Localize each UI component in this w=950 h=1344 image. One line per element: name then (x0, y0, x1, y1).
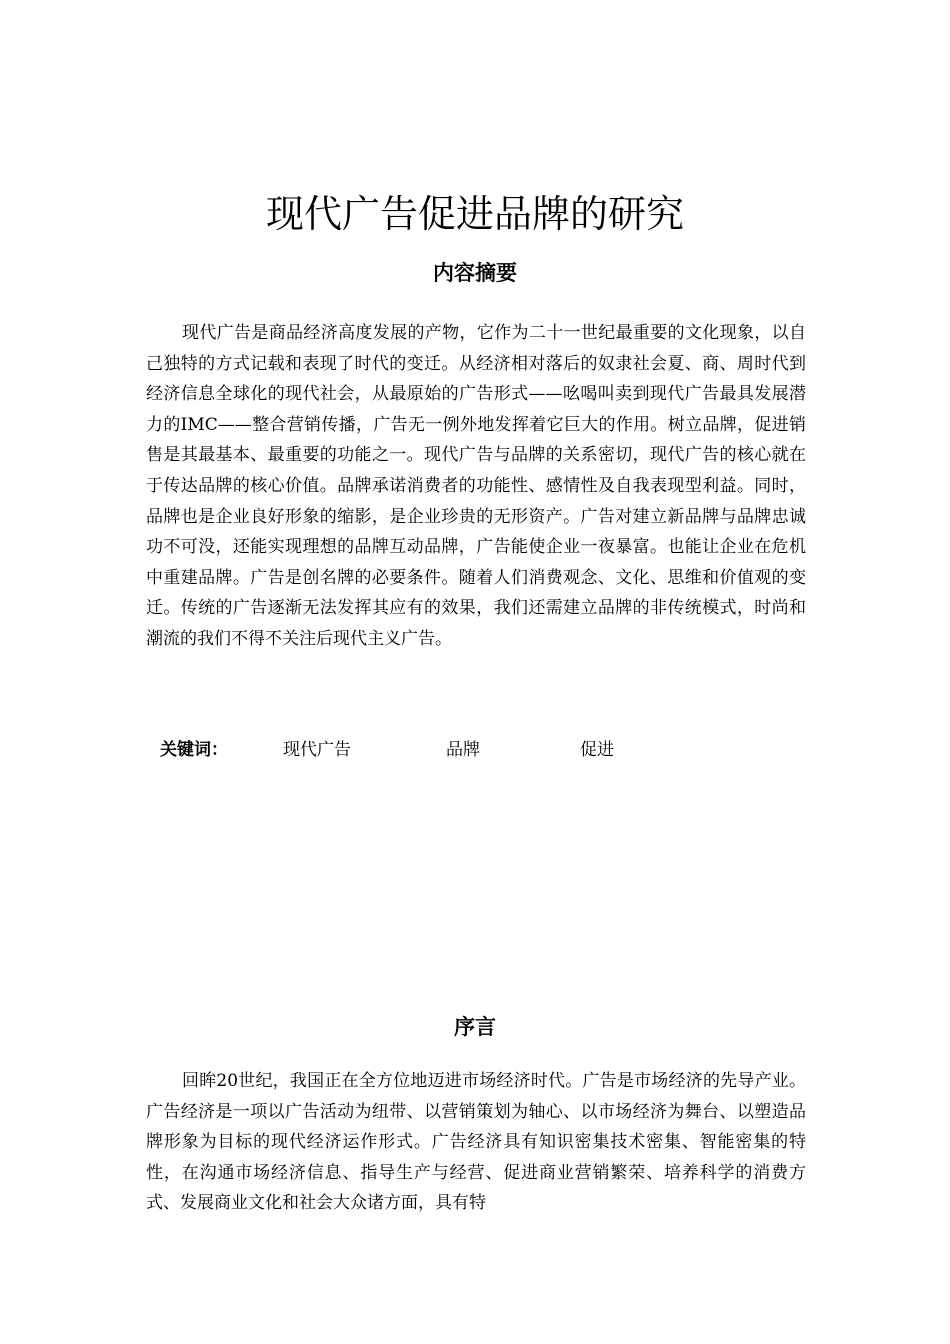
paper-title: 现代广告促进品牌的研究 (265, 192, 684, 236)
keyword-item: 现代广告 (283, 740, 351, 760)
preface-paragraph: 回眸20世纪，我国正在全方位地迈进市场经济时代。广告是市场经济的先导产业。广告经济是一项以广告活动为纽带、以营销策划为轴心、以市场经济为舞台、以塑造品牌形象为目标的现代经济运作形式。广告经济具有知识密集技术密集、智能密集的特性，在沟通市场经济信息、指导生产与经营、促进商业营销繁荣、培养科学的消费方式、发展商业文化和社会大众诸方面，具有特 (146, 1071, 806, 1214)
keywords-label: 关键词： (160, 740, 228, 760)
abstract-heading: 内容摘要 (433, 261, 517, 285)
keywords-line (160, 736, 800, 764)
preface-heading: 序言 (454, 1015, 496, 1039)
keyword-item: 促进 (580, 740, 614, 760)
abstract-paragraph: 现代广告是商品经济高度发展的产物，它作为二十一世纪最重要的文化现象，以自己独特的方式记载和表现了时代的变迁。从经济相对落后的奴隶社会夏、商、周时代到经济信息全球化的现代社会，从最原始的广告形式——吆喝叫卖到现代广告最具发展潜力的IMC——整合营销传播，广告无一例外地发挥着它巨大的作用。树立品牌，促进销售是其最基本、最重要的功能之一。现代广告与品牌的关系密切，现代广告的核心就在于传达品牌的核心价值。品牌承诺消费者的功能性、感情性及自我表现型利益。同时，品牌也是企业良好形象的缩影，是企业珍贵的无形资产。广告对建立新品牌与品牌忠诚功不可没，还能实现理想的品牌互动品牌，广告能使企业一夜暴富。也能让企业在危机中重建品牌。广告是创名牌的必要条件。随着人们消费观念、文化、思维和价值观的变迁。传统的广告逐渐无法发挥其应有的效果，我们还需建立品牌的非传统模式，时尚和潮流的我们不得不关注后现代主义广告。 (146, 323, 806, 649)
keyword-item: 品牌 (446, 740, 480, 760)
